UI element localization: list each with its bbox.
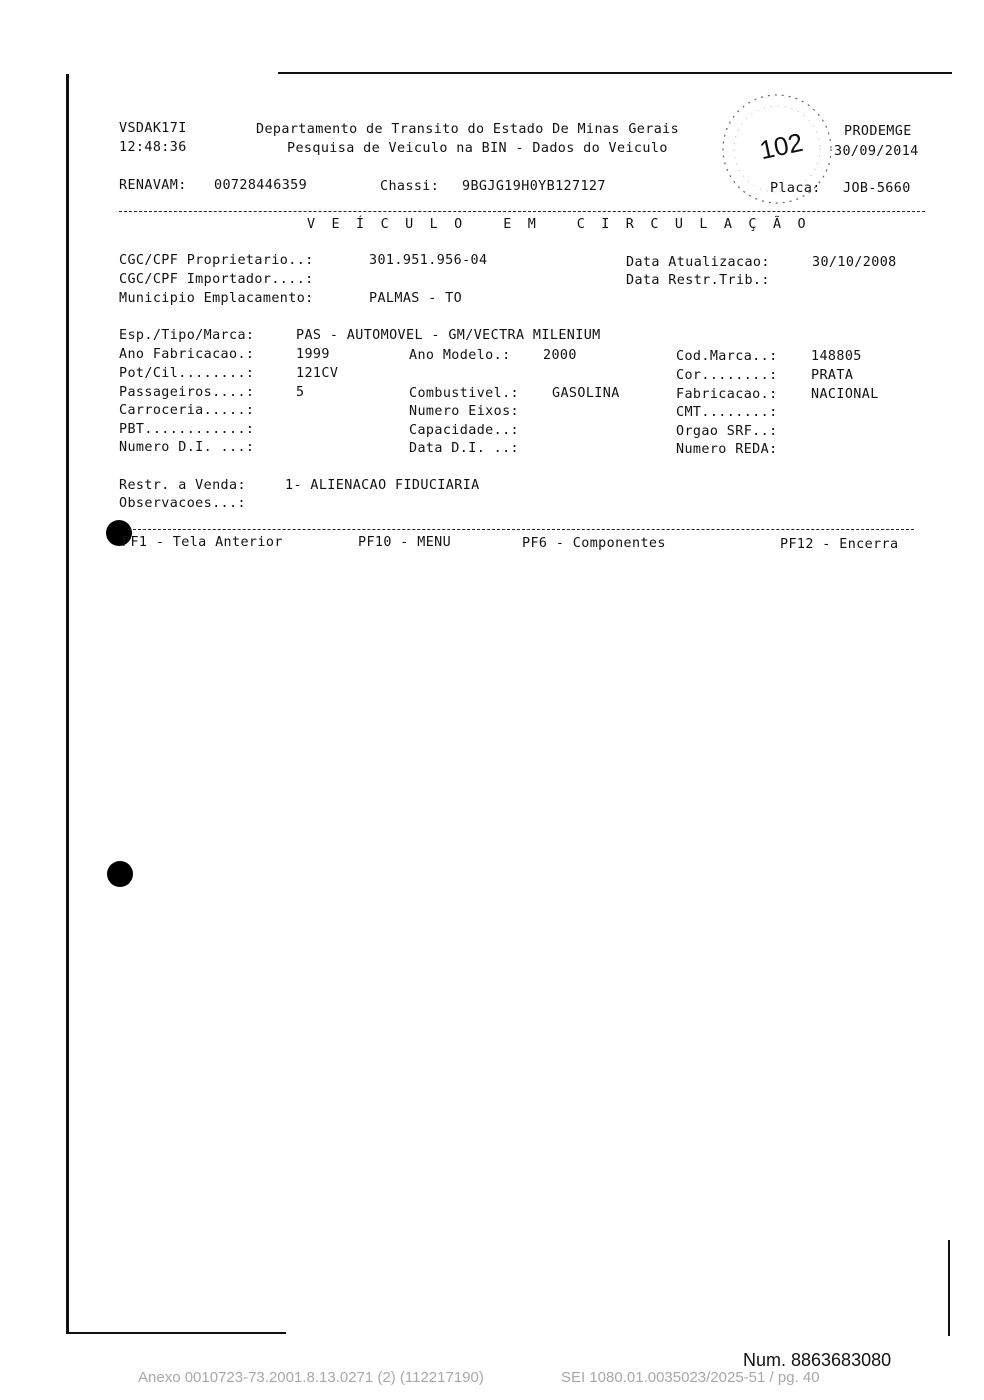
ano-fab-label: Ano Fabricacao.: <box>119 347 255 362</box>
sei-reference: SEI 1080.01.0035023/2025-51 / pg. 40 <box>561 1369 820 1386</box>
annex-reference: Anexo 0010723-73.2001.8.13.0271 (2) (112217190) <box>138 1369 484 1386</box>
stamp-number: 102 <box>756 126 806 166</box>
chassi-value: 9BGJG19H0YB127127 <box>462 179 606 194</box>
combustivel-label: Combustivel.: <box>409 386 520 401</box>
document-number: Num. 8863683080 <box>743 1350 892 1370</box>
punch-hole-middle <box>107 861 133 887</box>
data-restr-label: Data Restr.Trib.: <box>626 273 770 288</box>
data-atualizacao-label: Data Atualizacao: <box>626 255 770 270</box>
ano-fab-value: 1999 <box>296 347 330 362</box>
carroceria-label: Carroceria.....: <box>119 403 255 418</box>
ano-modelo-value: 2000 <box>543 348 577 363</box>
cpf-importer-label: CGC/CPF Importador....: <box>119 272 314 287</box>
cpf-owner-value: 301.951.956-04 <box>369 253 488 268</box>
cor-label: Cor........: <box>676 368 778 383</box>
time: 12:48:36 <box>119 140 187 155</box>
data-atualizacao-value: 30/10/2008 <box>812 255 897 270</box>
esp-label: Esp./Tipo/Marca: <box>119 328 255 343</box>
date: 30/09/2014 <box>834 144 919 159</box>
pf10-key: PF10 - MENU <box>358 535 452 550</box>
pf1-key: PF1 - Tela Anterior <box>122 535 283 550</box>
section-title: V E Í C U L O E M C I R C U L A Ç Ã O <box>307 217 810 232</box>
pot-value: 121CV <box>296 366 339 381</box>
ano-modelo-label: Ano Modelo.: <box>409 348 511 363</box>
orgao-label: Orgao SRF..: <box>676 424 778 439</box>
fabricacao-value: NACIONAL <box>811 387 879 402</box>
chassi-label: Chassi: <box>380 179 440 194</box>
obs-label: Observacoes...: <box>119 496 246 511</box>
numero-di-label: Numero D.I. ...: <box>119 440 255 455</box>
placa-label: Placa: <box>770 181 821 196</box>
right-rule <box>948 1240 950 1336</box>
pot-label: Pot/Cil........: <box>119 366 255 381</box>
municipio-label: Municipio Emplacamento: <box>119 291 314 306</box>
renavam-value: 00728446359 <box>214 178 308 193</box>
renavam-label: RENAVAM: <box>119 178 187 193</box>
restr-label: Restr. a Venda: <box>119 478 246 493</box>
seal-stamp <box>712 84 842 214</box>
passageiros-label: Passageiros....: <box>119 385 255 400</box>
pf12-key: PF12 - Encerra <box>780 537 899 552</box>
restr-value: 1- ALIENACAO FIDUCIARIA <box>285 478 480 493</box>
placa-value: JOB-5660 <box>843 181 911 196</box>
pbt-label: PBT............: <box>119 422 255 437</box>
department-title: Departamento de Transito do Estado De Minas Gerais <box>256 122 680 137</box>
cpf-owner-label: CGC/CPF Proprietario..: <box>119 253 314 268</box>
reda-label: Numero REDA: <box>676 442 778 457</box>
passageiros-value: 5 <box>296 385 305 400</box>
fabricacao-label: Fabricacao.: <box>676 387 778 402</box>
municipio-value: PALMAS - TO <box>369 291 463 306</box>
data-di-label: Data D.I. ..: <box>409 441 520 456</box>
program-code: VSDAK17I <box>119 121 187 136</box>
eixos-label: Numero Eixos: <box>409 404 520 419</box>
cod-marca-label: Cod.Marca..: <box>676 349 778 364</box>
top-rule <box>278 72 952 74</box>
cmt-label: CMT........: <box>676 405 778 420</box>
separator-bottom <box>128 529 914 530</box>
cod-marca-value: 148805 <box>811 349 862 364</box>
esp-value: PAS - AUTOMOVEL - GM/VECTRA MILENIUM <box>296 328 601 343</box>
left-rule <box>66 74 69 1334</box>
pf6-key: PF6 - Componentes <box>522 536 666 551</box>
capacidade-label: Capacidade..: <box>409 423 520 438</box>
system-name: PRODEMGE <box>844 124 912 139</box>
query-title: Pesquisa de Veiculo na BIN - Dados do Veiculo <box>287 141 668 156</box>
bottom-rule <box>66 1332 286 1334</box>
cor-value: PRATA <box>811 368 854 383</box>
combustivel-value: GASOLINA <box>552 386 620 401</box>
